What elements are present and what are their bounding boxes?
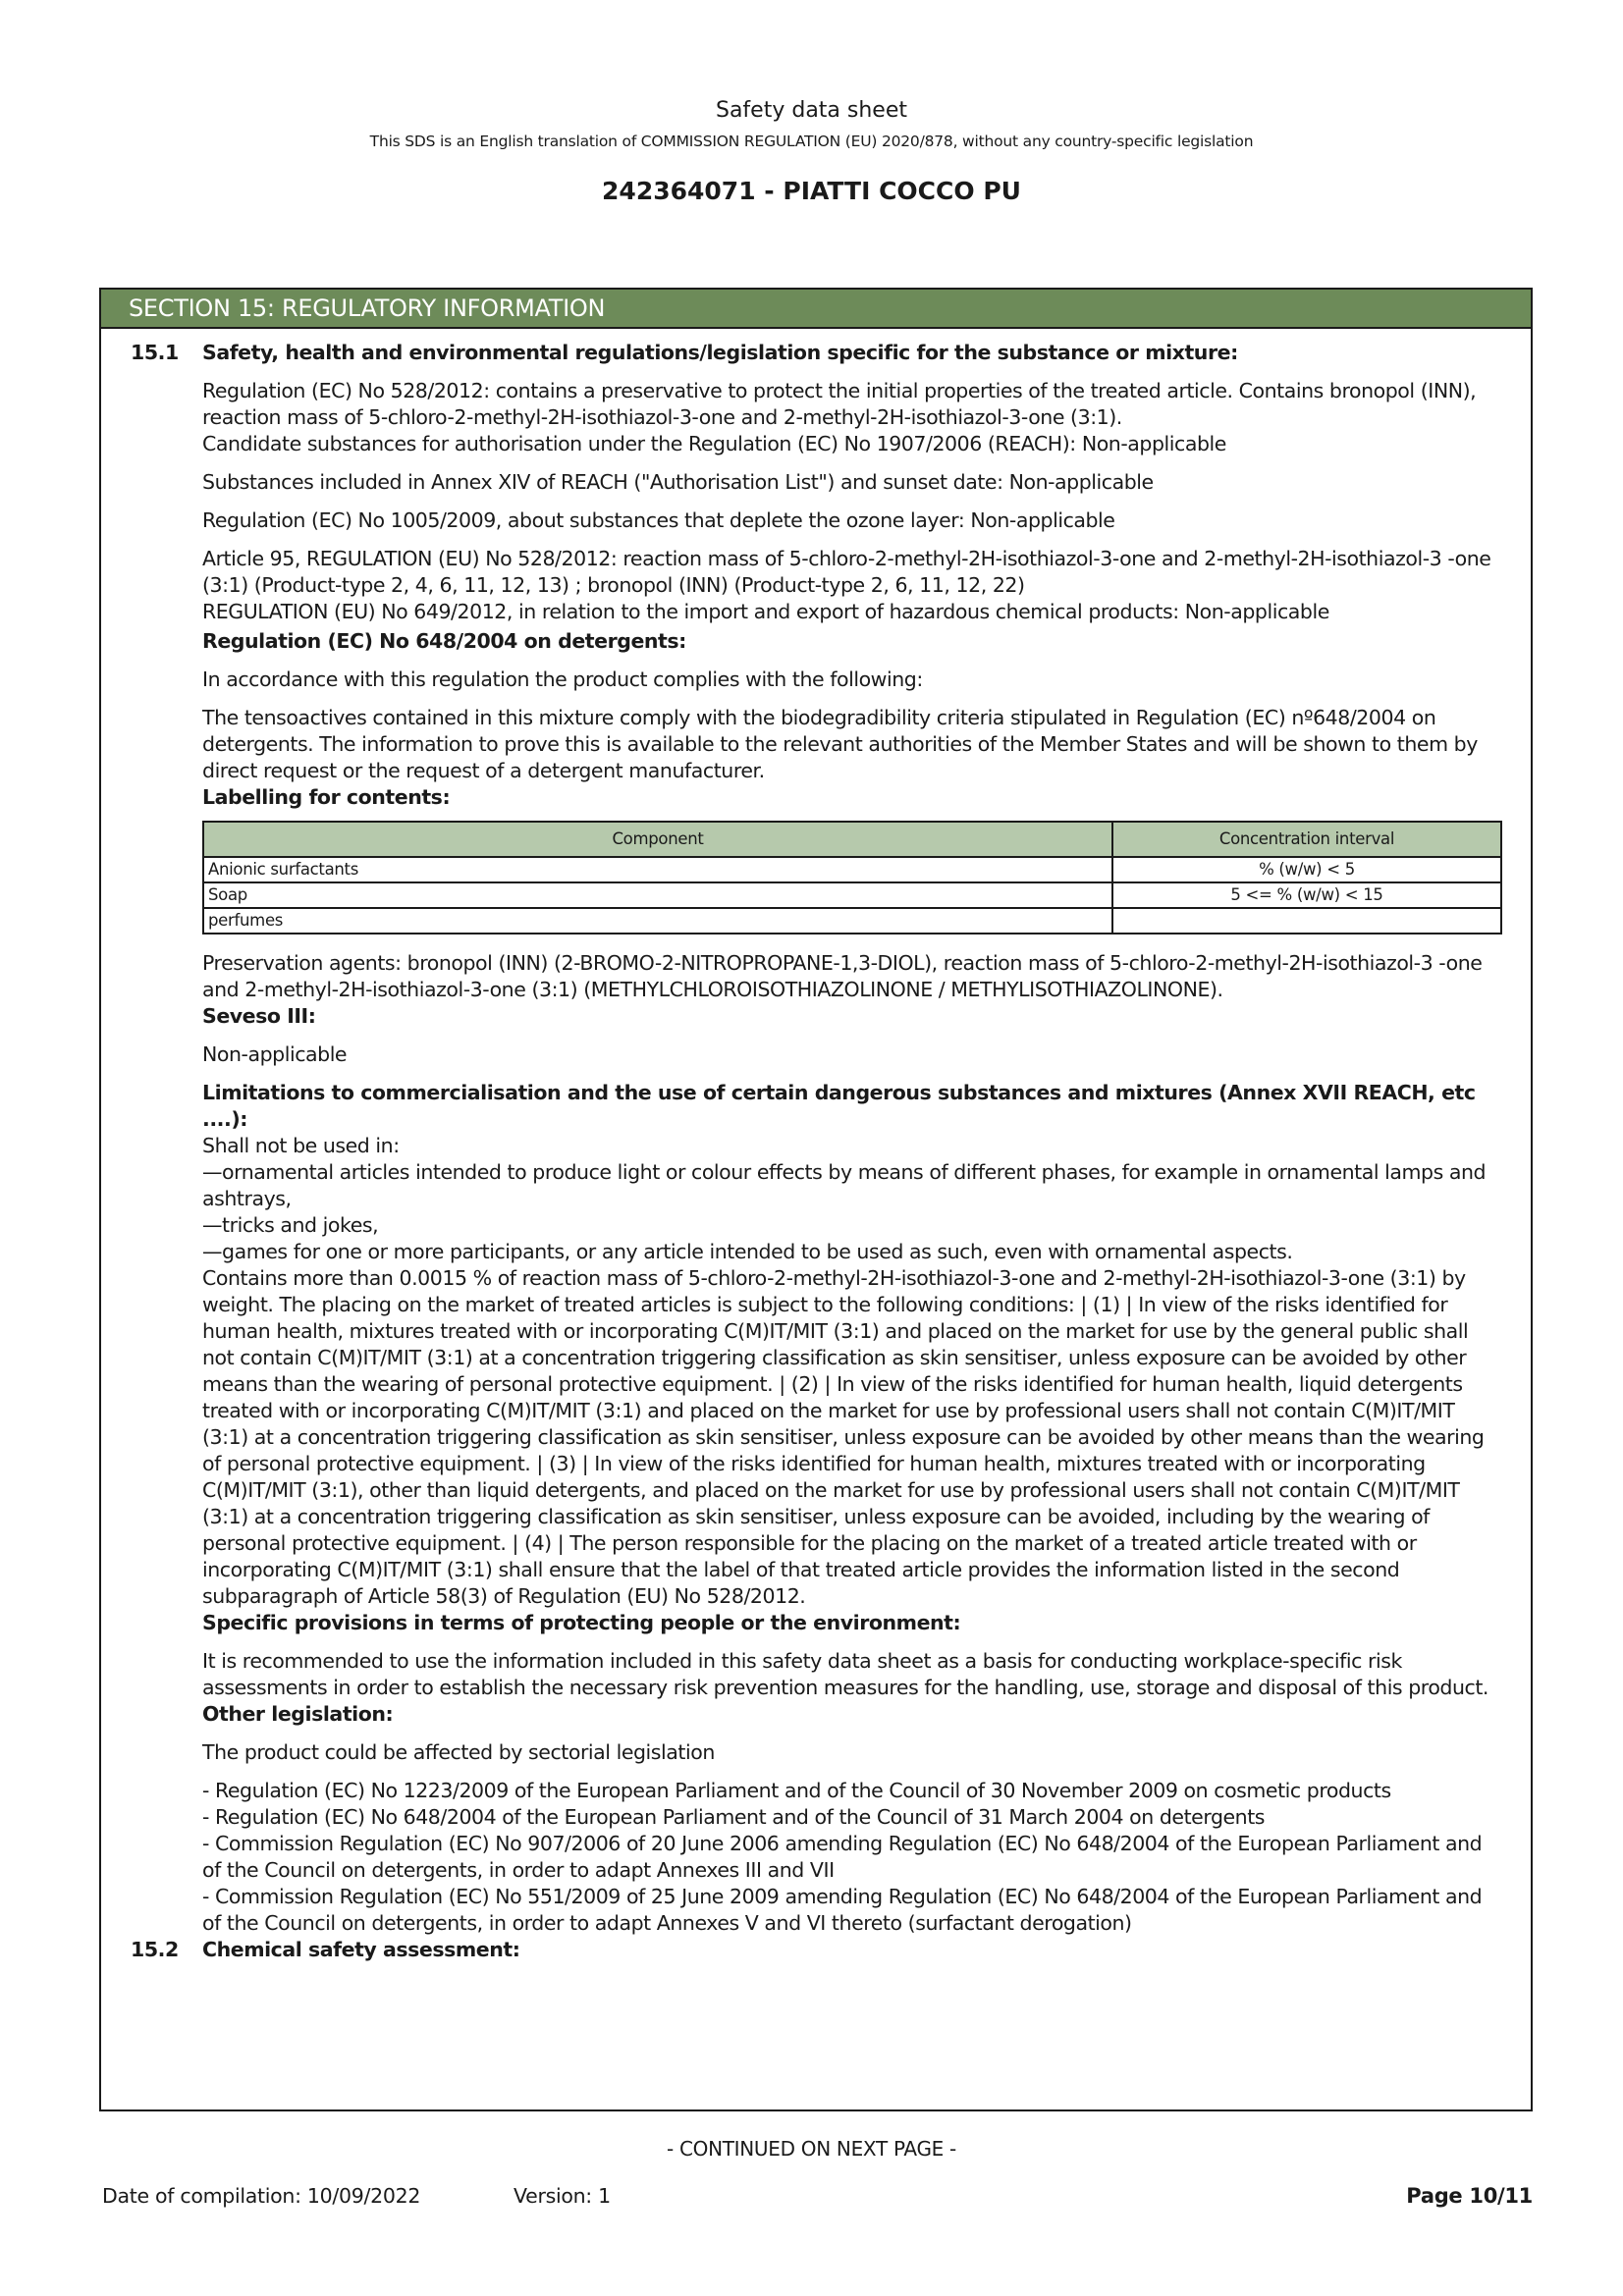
cell-component: perfumes: [203, 908, 1112, 934]
limitations-line: Shall not be used in:: [202, 1134, 400, 1157]
table-row: [203, 882, 1501, 908]
subsection-15-1-header: [101, 340, 1531, 366]
legislation-item: - Commission Regulation (EC) No 907/2006 of 20 June 2006 amending Regulation (EC) No 648/2004 of the European Parliament and of the Council on detergents, in order to adapt Annexes III and VII: [202, 1832, 1483, 1882]
table-row: [203, 908, 1501, 934]
subsection-15-2-header: [101, 1937, 1531, 1963]
legislation-item: - Commission Regulation (EC) No 551/2009 of 25 June 2009 amending Regulation (EC) No 648/2004 of the European Parliament and of the Council on detergents, in order to adapt Annexes V and VI thereto (surfactant derogation): [202, 1885, 1483, 1935]
cell-component: Anionic surfactants: [203, 857, 1112, 882]
cell-component: Soap: [203, 882, 1112, 908]
version: Version: 1: [514, 2184, 611, 2208]
cell-concentration: 5 <= % (w/w) < 15: [1112, 882, 1501, 908]
subsection-15-1-body: [202, 378, 1503, 1937]
limitations-heading: Limitations to commercialisation and the use of certain dangerous substances and mixtures (Annex XVII REACH, etc ....):: [202, 1081, 1476, 1131]
paragraph-ozone: Regulation (EC) No 1005/2009, about substances that deplete the ozone layer: Non-applicable: [202, 508, 1115, 532]
specific-provisions-text: It is recommended to use the information included in this safety data sheet as a basis for conducting workplace-specific risk assessments in order to establish the necessary risk prevention measures for the handling, use, storage and disposal of this product.: [202, 1649, 1488, 1699]
detergents-text: The tensoactives contained in this mixture comply with the biodegradibility criteria stipulated in Regulation (EC) nº648/2004 on detergents. The information to prove this is available to the relevant authorities of the Member States and will be shown to them by direct request or the request of a detergent manufacturer.: [202, 706, 1478, 782]
seveso-value: Non-applicable: [202, 1042, 348, 1066]
legislation-item: - Regulation (EC) No 648/2004 of the European Parliament and of the Council of 31 March 2004 on detergents: [202, 1805, 1266, 1829]
other-legislation-intro: The product could be affected by sectorial legislation: [202, 1740, 715, 1764]
legislation-item: - Regulation (EC) No 1223/2009 of the European Parliament and of the Council of 30 November 2009 on cosmetic products: [202, 1779, 1391, 1802]
paragraph-article-95: Article 95, REGULATION (EU) No 528/2012: reaction mass of 5-chloro-2-methyl-2H-isothiazol-3-one and 2-methyl-2H-isothiazol-3 -one (3:1) (Product-type 2, 4, 6, 11, 12, 13) ; bronopol (INN) (Product-type 2, 6, 11, 12, 22): [202, 547, 1491, 597]
subsection-title: Safety, health and environmental regulations/legislation specific for the substance or mixture:: [202, 341, 1238, 364]
paragraph-import-export: REGULATION (EU) No 649/2012, in relation to the import and export of hazardous chemical products: Non-applicable: [202, 600, 1329, 623]
other-legislation-heading: Other legislation:: [202, 1702, 394, 1726]
labelling-table: [202, 821, 1502, 934]
section-15-box: [99, 288, 1533, 2111]
table-row: [203, 857, 1501, 882]
document-subtitle: This SDS is an English translation of COMMISSION REGULATION (EU) 2020/878, without any country-specific legislation: [369, 133, 1254, 150]
seveso-heading: Seveso III:: [202, 1004, 316, 1028]
specific-provisions-heading: Specific provisions in terms of protecting people or the environment:: [202, 1611, 961, 1634]
limitations-line: —games for one or more participants, or any article intended to be used as such, even with ornamental aspects.: [202, 1240, 1293, 1263]
paragraph-candidate-substances: Candidate substances for authorisation under the Regulation (EC) No 1907/2006 (REACH): Non-applicable: [202, 432, 1226, 455]
detergents-intro: In accordance with this regulation the product complies with the following:: [202, 667, 923, 691]
limitations-conditions: Contains more than 0.0015 % of reaction mass of 5-chloro-2-methyl-2H-isothiazol-3-one and 2-methyl-2H-isothiazol-3-one (3:1) by weight. The placing on the market of treated articles is subject to the following conditions: | (1) | In view of the risks identified for human health, mixtures treated with or incorporating C(M)IT/MIT (3:1) and placed on the market for use by the general public shall not contain C(M)IT/MIT (3:1) at a concentration triggering classification as skin sensitiser, unless exposure can be avoided by other means than the wearing of personal protective equipment. | (2) | In view of the risks identified for human health, liquid detergents treated with or incorporating C(M)IT/MIT (3:1) and placed on the market for use by professional users shall not contain C(M)IT/MIT (3:1) at a concentration triggering classification as skin sensitiser, unless exposure can be avoided by other means than the wearing of personal protective equipment. | (3) | In view of the risks identified for human health, mixtures treated with or incorporating C(M)IT/MIT (3:1), other than liquid detergents, and placed on the market for use by professional users shall not contain C(M)IT/MIT (3:1) at a concentration triggering classification as skin sensitiser, unless exposure can be avoided, including by the wearing of personal protective equipment. | (4) | The person responsible for the placing on the market of a treated article treated with or incorporating C(M)IT/MIT (3:1) shall ensure that the label of that treated article provides the information listed in the second subparagraph of Article 58(3) of Regulation (EU) No 528/2012.: [202, 1266, 1485, 1608]
cell-concentration: [1112, 908, 1501, 934]
subsection-number: 15.1: [131, 341, 179, 364]
column-header-concentration: Concentration interval: [1112, 822, 1501, 857]
subsection-title: Chemical safety assessment:: [202, 1938, 520, 1961]
paragraph-annex-xiv: Substances included in Annex XIV of REACH ("Authorisation List") and sunset date: Non-applicable: [202, 470, 1154, 494]
paragraph-biocides: Regulation (EC) No 528/2012: contains a preservative to protect the initial properties of the treated article. Contains bronopol (INN), reaction mass of 5-chloro-2-methyl-2H-isothiazol-3-one and 2-methyl-2H-isothiazol-3-one (3:1).: [202, 379, 1477, 429]
product-name: 242364071 - PIATTI COCCO PU: [602, 177, 1021, 205]
column-header-component: Component: [203, 822, 1112, 857]
compilation-date: Date of compilation: 10/09/2022: [102, 2184, 421, 2208]
cell-concentration: % (w/w) < 5: [1112, 857, 1501, 882]
limitations-line: —ornamental articles intended to produce light or colour effects by means of different phases, for example in ornamental lamps and ashtrays,: [202, 1160, 1487, 1210]
subsection-number: 15.2: [131, 1938, 179, 1961]
continued-notice: - CONTINUED ON NEXT PAGE -: [667, 2137, 956, 2161]
preservation-agents: Preservation agents: bronopol (INN) (2-BROMO-2-NITROPROPANE-1,3-DIOL), reaction mass of 5-chloro-2-methyl-2H-isothiazol-3 -one and 2-methyl-2H-isothiazol-3-one (3:1) (METHYLCHLOROISOTHIAZOLINONE / METHYLISOTHIAZOLINONE).: [202, 951, 1483, 1001]
labelling-heading: Labelling for contents:: [202, 785, 451, 809]
table-header-row: [203, 822, 1501, 857]
section-title: SECTION 15: REGULATORY INFORMATION: [101, 290, 1531, 329]
page-number: Page 10/11: [1406, 2184, 1533, 2208]
detergents-heading: Regulation (EC) No 648/2004 on detergents:: [202, 629, 686, 653]
section-content: [101, 340, 1531, 1963]
limitations-line: —tricks and jokes,: [202, 1213, 379, 1237]
document-title: Safety data sheet: [715, 98, 907, 123]
